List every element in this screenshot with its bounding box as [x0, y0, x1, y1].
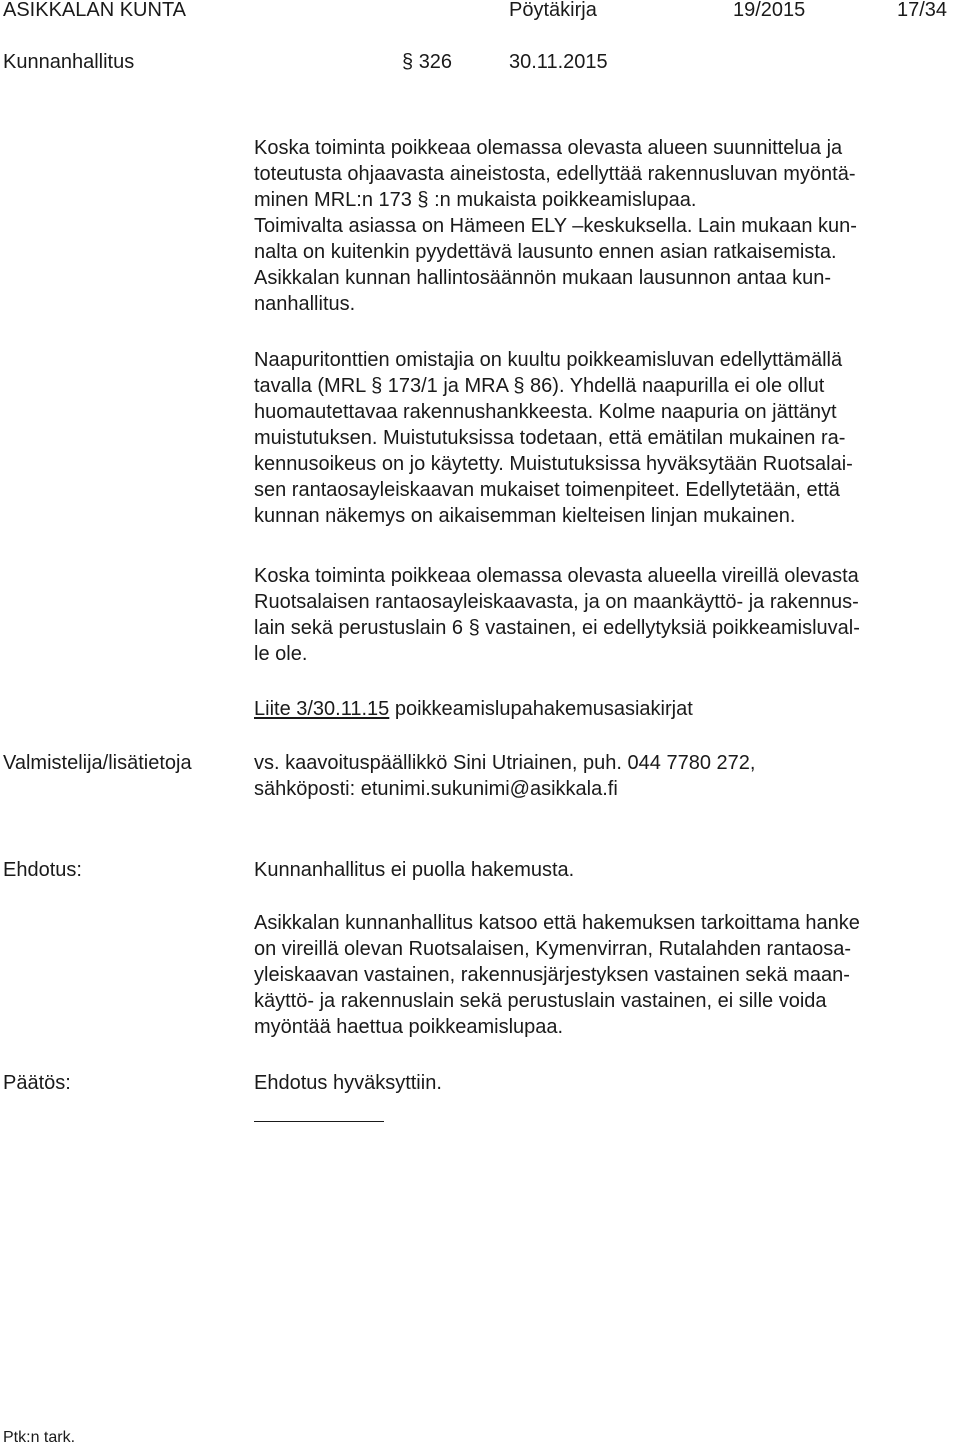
paragraph-line: käyttö- ja rakennuslain sekä perustuslain vastainen, ei sille voida [254, 990, 827, 1012]
footer-initials-label: Ptk:n tark. [3, 1429, 76, 1446]
header-section: § 326 [402, 51, 453, 73]
paragraph-line: sen rantaosayleiskaavan mukaiset toimenpiteet. Edellytetään, että [254, 479, 840, 501]
paragraph-line: le ole. [254, 643, 308, 665]
paragraph-line: nanhallitus. [254, 293, 356, 315]
paragraph-line: Naapuritonttien omistajia on kuultu poikkeamisluvan edellyttämällä [254, 349, 843, 371]
paragraph-line: on vireillä olevan Ruotsalaisen, Kymenvirran, Rutalahden rantaosa- [254, 938, 851, 960]
paragraph-line: muistutuksen. Muistutuksissa todetaan, että emätilan mukainen ra- [254, 427, 846, 449]
paragraph-2 [254, 347, 954, 529]
paragraph-line: Asikkalan kunnanhallitus katsoo että hakemuksen tarkoittama hanke [254, 912, 860, 934]
header-page: 17/34 [897, 0, 948, 21]
proposal-paragraph [254, 910, 954, 1040]
paragraph-1 [254, 135, 954, 317]
attachment-title: poikkeamislupahakemusasiakirjat [394, 698, 693, 720]
paragraph-line: nalta on kuitenkin pyydettävä lausunto ennen asian ratkaisemista. [254, 241, 837, 263]
paragraph-line: toteutusta ohjaavasta aineistosta, edellyttää rakennusluvan myöntä- [254, 163, 856, 185]
paragraph-line: tavalla (MRL § 173/1 ja MRA § 86). Yhdellä naapurilla ei ole ollut [254, 375, 825, 397]
paragraph-line: yleiskaavan vastainen, rakennusjärjestyksen vastainen sekä maan- [254, 964, 850, 986]
proposal-text: Kunnanhallitus ei puolla hakemusta. [254, 859, 575, 881]
paragraph-line: Toimivalta asiassa on Hämeen ELY –keskuksella. Lain mukaan kun- [254, 215, 857, 237]
preparer-label: Valmistelija/lisätietoja [3, 752, 192, 774]
signature-line [254, 1121, 384, 1122]
paragraph-line: myöntää haettua poikkeamislupaa. [254, 1016, 564, 1038]
paragraph-line: Koska toiminta poikkeaa olemassa olevasta alueen suunnittelua ja [254, 137, 843, 159]
header-date: 30.11.2015 [509, 51, 608, 73]
header-section-number: 326 [418, 51, 453, 73]
header-org: ASIKKALAN KUNTA [3, 0, 187, 21]
paragraph-line: lain sekä perustuslain 6 § vastainen, ei edellytyksiä poikkeamisluval- [254, 617, 860, 639]
header-doc-type: Pöytäkirja [509, 0, 597, 21]
paragraph-line: kunnan näkemys on aikaisemman kielteisen linjan mukainen. [254, 505, 796, 527]
paragraph-line: kennusoikeus on jo käytetty. Muistutuksissa hyväksytään Ruotsalai- [254, 453, 853, 475]
paragraph-3 [254, 563, 954, 667]
preparer-line: sähköposti: etunimi.sukunimi@asikkala.fi [254, 778, 618, 800]
header-body: Kunnanhallitus [3, 51, 135, 73]
paragraph-line: minen MRL:n 173 § :n mukaista poikkeamislupaa. [254, 189, 697, 211]
paragraph-line: Koska toiminta poikkeaa olemassa olevasta alueella vireillä olevasta [254, 565, 859, 587]
preparer-info [254, 750, 954, 802]
paragraph-line: Ruotsalaisen rantaosayleiskaavasta, ja on maankäyttö- ja rakennus- [254, 591, 859, 613]
attachment-ref: Liite 3/30.11.15 [254, 698, 390, 720]
paragraph-line: huomautettavaa rakennushankkeesta. Kolme naapuria on jättänyt [254, 401, 837, 423]
header-doc-number: 19/2015 [733, 0, 806, 21]
paragraph-line: Asikkalan kunnan hallintosäännön mukaan lausunnon antaa kun- [254, 267, 832, 289]
decision-text: Ehdotus hyväksyttiin. [254, 1072, 442, 1094]
proposal-label: Ehdotus: [3, 859, 82, 881]
attachment-line [254, 696, 693, 722]
preparer-line: vs. kaavoituspäällikkö Sini Utriainen, puh. 044 7780 272, [254, 752, 756, 774]
decision-label: Päätös: [3, 1072, 71, 1094]
